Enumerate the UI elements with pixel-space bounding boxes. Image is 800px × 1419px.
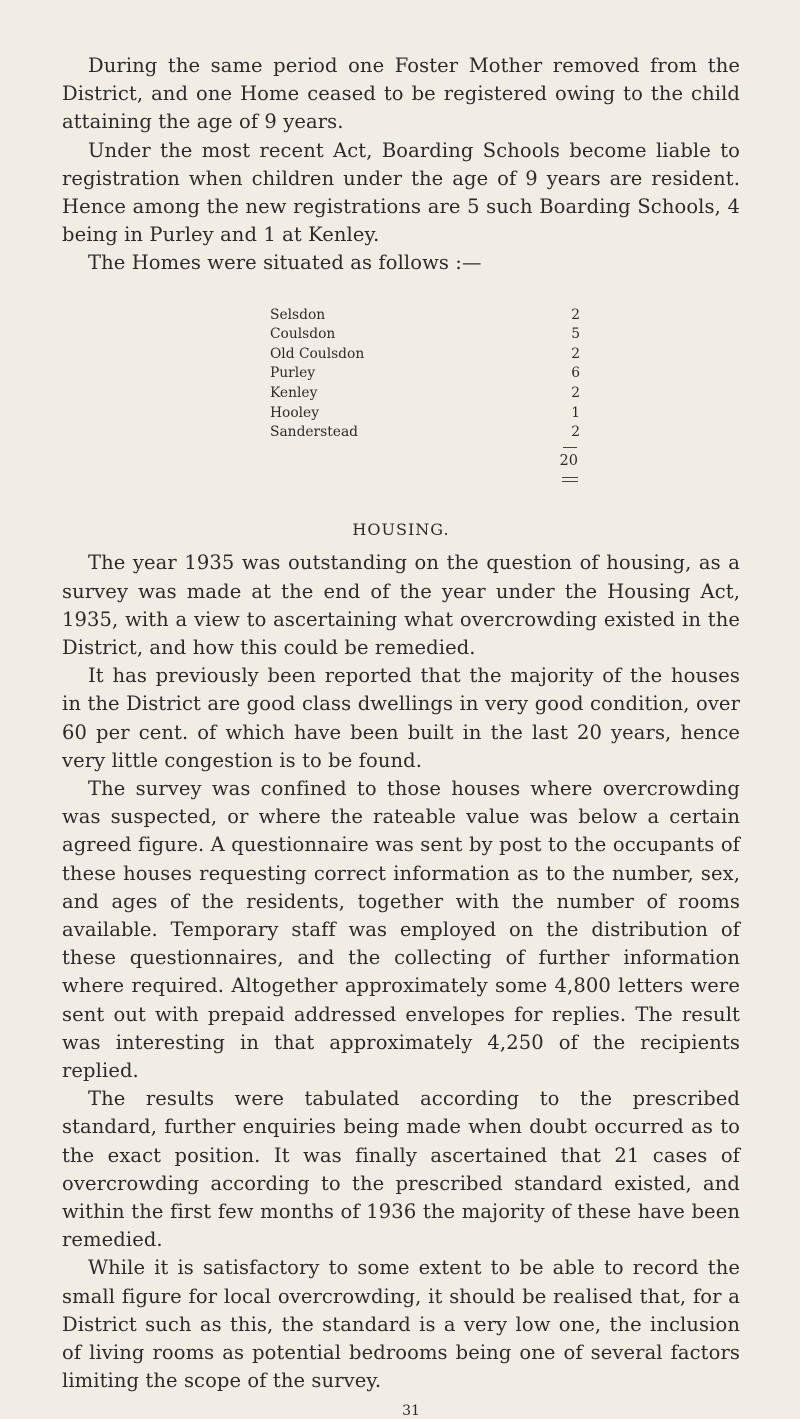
- table-row: [270, 404, 580, 424]
- total-double-rule: [562, 477, 578, 482]
- table-row-place: Selsdon: [270, 306, 326, 323]
- table-row: [270, 384, 580, 404]
- paragraph-survey-standard: While it is satisfactory to some extent to be able to record the small figure for local overcrowding, it should be realised that, for a District such as this, the standard is a very low one, the inclusion of living rooms as potential bedrooms being one of several factors limiting the scope of the survey.: [62, 1256, 740, 1393]
- table-row-place: Purley: [270, 365, 316, 382]
- table-row-count: 2: [571, 424, 580, 441]
- table-row-count: 6: [571, 365, 580, 382]
- paragraph-housing-condition: It has previously been reported that the majority of the houses in the District are good class dwellings in very good condition, over 60 per cent. of which have been built in the last 20 years, hence very little congestion is to be found.: [62, 664, 740, 772]
- paragraph-foster-mother: During the same period one Foster Mother removed from the District, and one Home ceased to be registered owing to the child attaining the age of 9 years.: [62, 54, 740, 134]
- paragraph-boarding-schools: Under the most recent Act, Boarding Schools become liable to registration when children under the age of 9 years are resident. Hence among the new registrations are 5 such Boarding Schools, 4 being in Purley and 1 at Kenley.: [62, 138, 740, 247]
- table-row: [270, 423, 580, 443]
- table-row-place: Sanderstead: [270, 424, 359, 441]
- table-row-place: Coulsdon: [270, 326, 336, 343]
- section-heading-housing: HOUSING.: [352, 520, 450, 540]
- table-row-count: 1: [571, 404, 580, 421]
- homes-location-table: [270, 306, 580, 483]
- paragraph-homes-intro: The Homes were situated as follows :—: [88, 251, 482, 275]
- table-row-count: 5: [571, 326, 580, 343]
- table-total: 20: [559, 452, 578, 469]
- page-number: 31: [402, 1403, 420, 1419]
- paragraph-survey-method: The survey was confined to those houses where overcrowding was suspected, or where the rateable value was below a certain agreed figure. A questionnaire was sent by post to the occupants of these houses requesting correct information as to the number, sex, and ages of the residents, together with the number of rooms available. Temporary staff was employed on the distribution of these questionnaires, and the collecting of further information where required. Altogether approximately some 4,800 letters were sent out with prepaid addressed envelopes for replies. The result was interesting in that approximately 4,250 of the recipients replied.: [62, 777, 740, 1083]
- table-row: [270, 345, 580, 365]
- total-rule: [563, 447, 577, 448]
- table-row-count: 2: [571, 306, 580, 323]
- table-row-count: 2: [571, 345, 580, 362]
- table-row-place: Hooley: [270, 404, 320, 421]
- table-row: [270, 364, 580, 384]
- table-row-place: Kenley: [270, 385, 318, 401]
- paragraph-housing-survey: The year 1935 was outstanding on the question of housing, as a survey was made at the end of the year under the Housing Act, 1935, with a view to ascertaining what overcrowding existed in the District, and how this could be remedied.: [62, 551, 740, 659]
- paragraph-survey-results: The results were tabulated according to the prescribed standard, further enquiries being made when doubt occurred as to the exact position. It was finally ascertained that 21 cases of overcrowding according to the prescribed standard existed, and within the first few months of 1936 the majority of these have been remedied.: [62, 1087, 740, 1252]
- table-row-place: Old Coulsdon: [270, 345, 365, 362]
- table-row: [270, 306, 580, 326]
- table-row: [270, 325, 580, 345]
- table-row-count: 2: [571, 385, 580, 401]
